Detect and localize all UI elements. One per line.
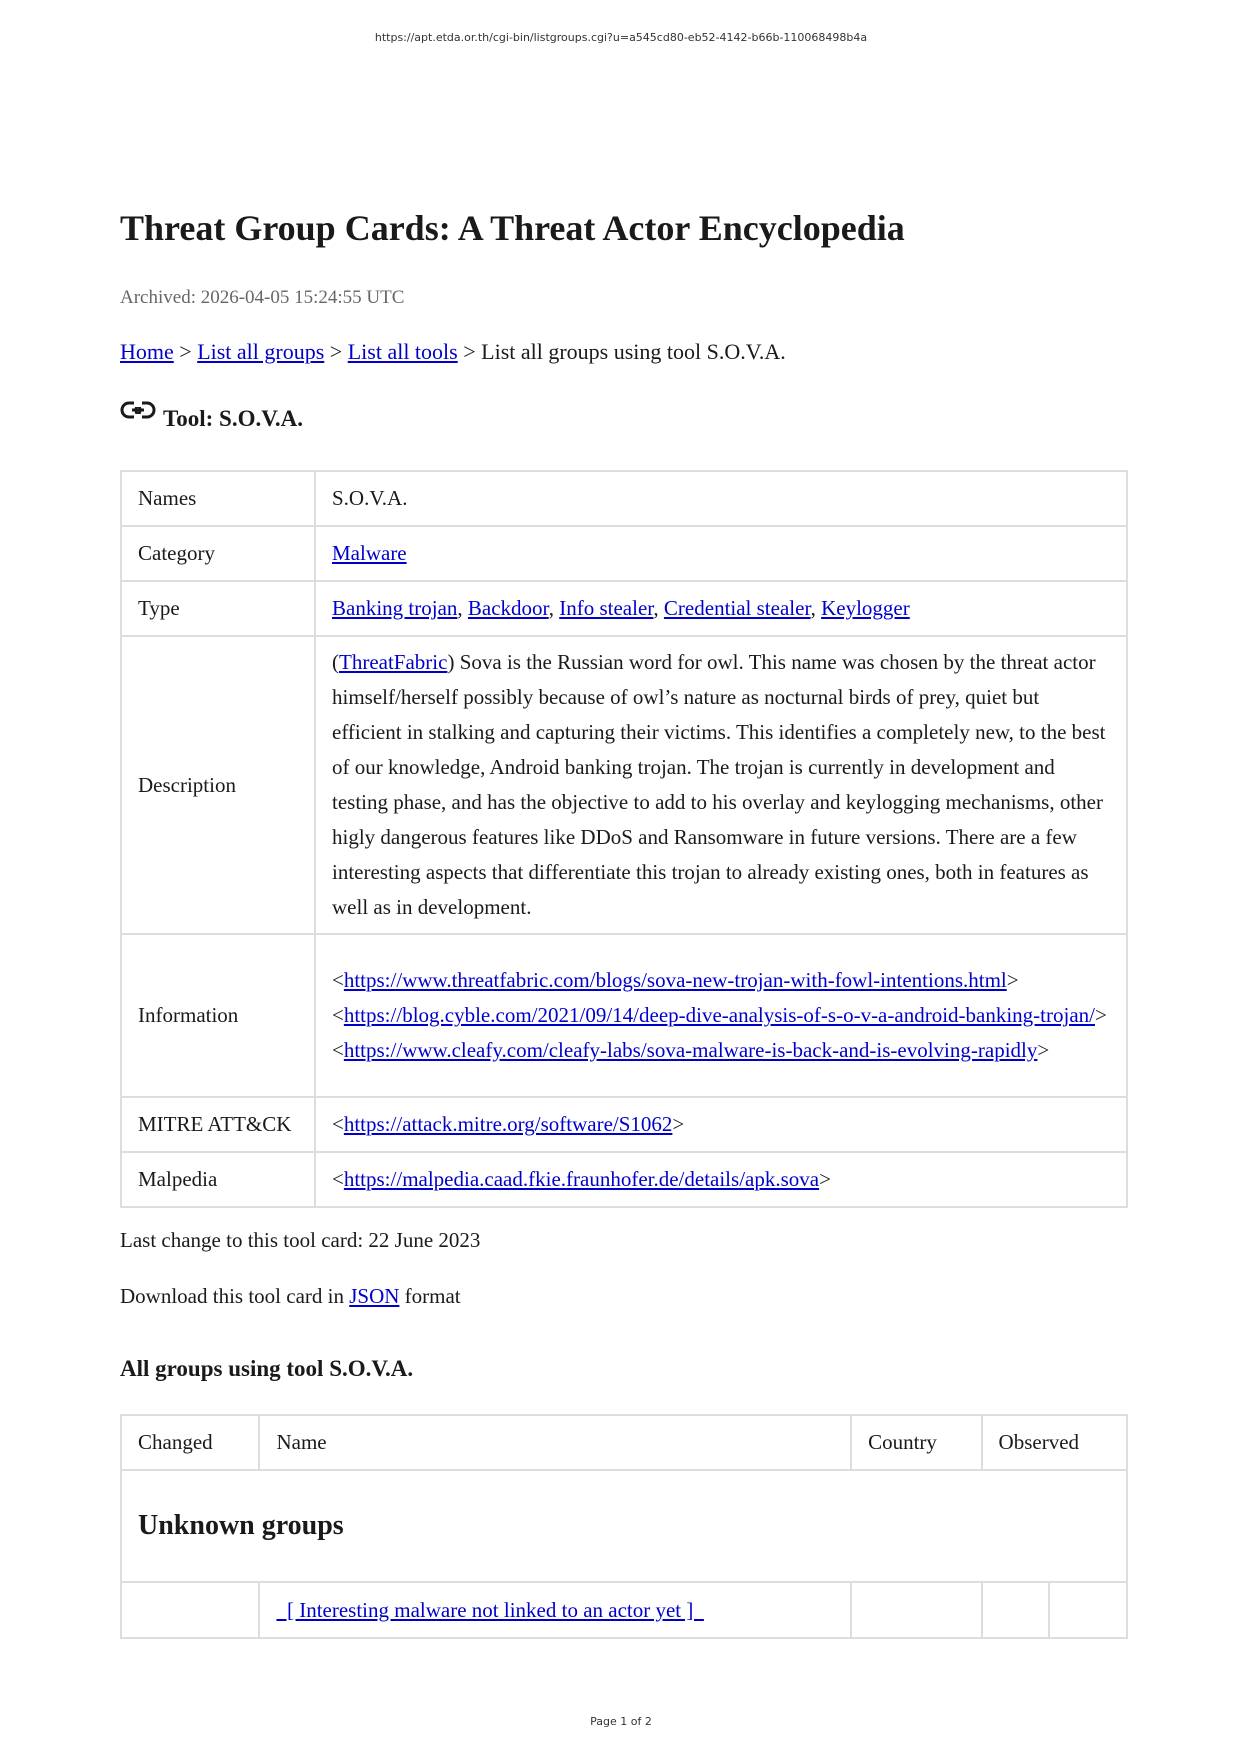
group-link-interesting-malware[interactable]: [ Interesting malware not linked to an actor yet ] bbox=[276, 1597, 704, 1622]
type-link-banking-trojan[interactable]: Banking trojan bbox=[332, 596, 458, 620]
type-link-info-stealer[interactable]: Info stealer bbox=[559, 596, 654, 620]
table-row bbox=[121, 1582, 1127, 1638]
description-text: ) Sova is the Russian word for owl. This name was chosen by the threat actor himself/herself possibly because of owl’s nature as nocturnal birds of prey, quiet but efficient in stalking and capturing their victims. This identifies a completely new, to the best of our knowledge, Android banking trojan. The trojan is currently in development and testing phase, and has the objective to add to his overlay and keylogging mechanisms, other higly dangerous features like DDoS and Ransomware in future versions. There are a few interesting aspects that differentiate this trojan to already existing ones, both in features as well as in development. bbox=[332, 650, 1106, 919]
tool-heading-text: Tool: S.O.V.A. bbox=[163, 406, 303, 431]
table-header-row bbox=[121, 1415, 1127, 1470]
tool-card-table bbox=[120, 470, 1128, 1208]
column-header-changed: Changed bbox=[121, 1415, 259, 1470]
info-link-cleafy[interactable]: https://www.cleafy.com/cleafy-labs/sova-malware-is-back-and-is-evolving-rapidly bbox=[343, 1038, 1038, 1062]
type-link-credential-stealer[interactable]: Credential stealer bbox=[663, 596, 811, 620]
row-name-cell bbox=[259, 1582, 851, 1638]
table-section-row bbox=[121, 1470, 1127, 1582]
category-link[interactable]: Malware bbox=[332, 541, 407, 565]
info-link-threatfabric[interactable]: https://www.threatfabric.com/blogs/sova-new-trojan-with-fowl-intentions.html bbox=[343, 968, 1007, 992]
page-title: Threat Group Cards: A Threat Actor Encyclopedia bbox=[120, 208, 905, 248]
mitre-label: MITRE ATT&CK bbox=[121, 1097, 315, 1152]
mitre-link[interactable]: https://attack.mitre.org/software/S1062 bbox=[343, 1112, 673, 1136]
column-header-country: Country bbox=[851, 1415, 981, 1470]
names-label: Names bbox=[121, 471, 315, 526]
breadcrumb-list-tools-link[interactable]: List all tools bbox=[347, 339, 458, 364]
table-row bbox=[121, 581, 1127, 636]
breadcrumb-separator: > bbox=[179, 339, 192, 364]
table-row: Malpedia <https://malpedia.caad.fkie.fraunhofer.de/details/apk.sova> bbox=[121, 1152, 1127, 1207]
row-observed-cell bbox=[982, 1582, 1050, 1638]
breadcrumb-current: List all groups using tool S.O.V.A. bbox=[481, 339, 786, 364]
table-row bbox=[121, 934, 1127, 1097]
page-footer: Page 1 of 2 bbox=[590, 1715, 652, 1728]
last-change-text: Last change to this tool card: 22 June 2023 bbox=[120, 1228, 481, 1252]
description-value: (ThreatFabric) Sova is the Russian word for owl. This name was chosen by the threat actor himself/herself possibly because of owl’s nature as nocturnal birds of prey, quiet but efficient in stalking and capturing their victims. This identifies a completely new, to the best of our knowledge, Android banking trojan. The trojan is currently in development and testing phase, and has the objective to add to his overlay and keylogging mechanisms, other higly dangerous features like DDoS and Ransomware in future versions. There are a few interesting aspects that differentiate this trojan to already existing ones, both in features as well as in development. bbox=[315, 636, 1127, 934]
malpedia-link[interactable]: https://malpedia.caad.fkie.fraunhofer.de/details/apk.sova bbox=[343, 1167, 820, 1191]
breadcrumb-separator: > bbox=[463, 339, 476, 364]
type-separator: , bbox=[810, 596, 822, 620]
type-separator: , bbox=[653, 596, 664, 620]
names-value: S.O.V.A. bbox=[315, 471, 1127, 526]
breadcrumb-list-groups-link[interactable]: List all groups bbox=[197, 339, 325, 364]
column-header-name: Name bbox=[259, 1415, 851, 1470]
breadcrumb bbox=[120, 339, 786, 365]
type-separator: , bbox=[548, 596, 560, 620]
row-extra-cell bbox=[1049, 1582, 1127, 1638]
table-row bbox=[121, 526, 1127, 581]
type-value bbox=[315, 581, 1127, 636]
column-header-observed: Observed bbox=[982, 1415, 1127, 1470]
json-download-link[interactable]: JSON bbox=[349, 1284, 400, 1308]
description-label: Description bbox=[121, 636, 315, 934]
groups-heading: All groups using tool S.O.V.A. bbox=[120, 1356, 414, 1381]
description-source-link[interactable]: ThreatFabric bbox=[339, 650, 448, 674]
category-label: Category bbox=[121, 526, 315, 581]
download-text: Download this tool card in JSON format bbox=[120, 1284, 461, 1308]
info-link-cyble[interactable]: https://blog.cyble.com/2021/09/14/deep-dive-analysis-of-s-o-v-a-android-banking-trojan/ bbox=[343, 1003, 1095, 1027]
type-separator: , bbox=[457, 596, 468, 620]
type-link-keylogger[interactable]: Keylogger bbox=[821, 596, 910, 620]
malpedia-label: Malpedia bbox=[121, 1152, 315, 1207]
table-row bbox=[121, 636, 1127, 934]
tool-heading bbox=[120, 400, 303, 432]
breadcrumb-separator: > bbox=[329, 339, 343, 364]
groups-table bbox=[120, 1414, 1128, 1639]
section-title-unknown-groups: Unknown groups bbox=[138, 1510, 344, 1541]
breadcrumb-home-link[interactable]: Home bbox=[120, 339, 174, 364]
row-changed-cell bbox=[121, 1582, 259, 1638]
information-value: <https://www.threatfabric.com/blogs/sova-new-trojan-with-fowl-intentions.html> <https://blog.cyble.com/2021/09/14/deep-dive-analysis-of-s-o-v-a-android-banking-trojan/> <https://www.cleafy.com/cleafy-labs/sova-malware-is-back-and-is-evolving-rapidly> bbox=[315, 934, 1127, 1097]
link-icon bbox=[120, 400, 156, 422]
information-label: Information bbox=[121, 934, 315, 1097]
table-row bbox=[121, 471, 1127, 526]
type-label: Type bbox=[121, 581, 315, 636]
type-link-backdoor[interactable]: Backdoor bbox=[467, 596, 549, 620]
archived-timestamp: Archived: 2026-04-05 15:24:55 UTC bbox=[120, 287, 405, 308]
page-url-header: https://apt.etda.or.th/cgi-bin/listgroups.cgi?u=a545cd80-eb52-4142-b66b-110068498b4a bbox=[374, 31, 868, 44]
table-row: MITRE ATT&CK <https://attack.mitre.org/software/S1062> bbox=[121, 1097, 1127, 1152]
row-country-cell bbox=[851, 1582, 981, 1638]
